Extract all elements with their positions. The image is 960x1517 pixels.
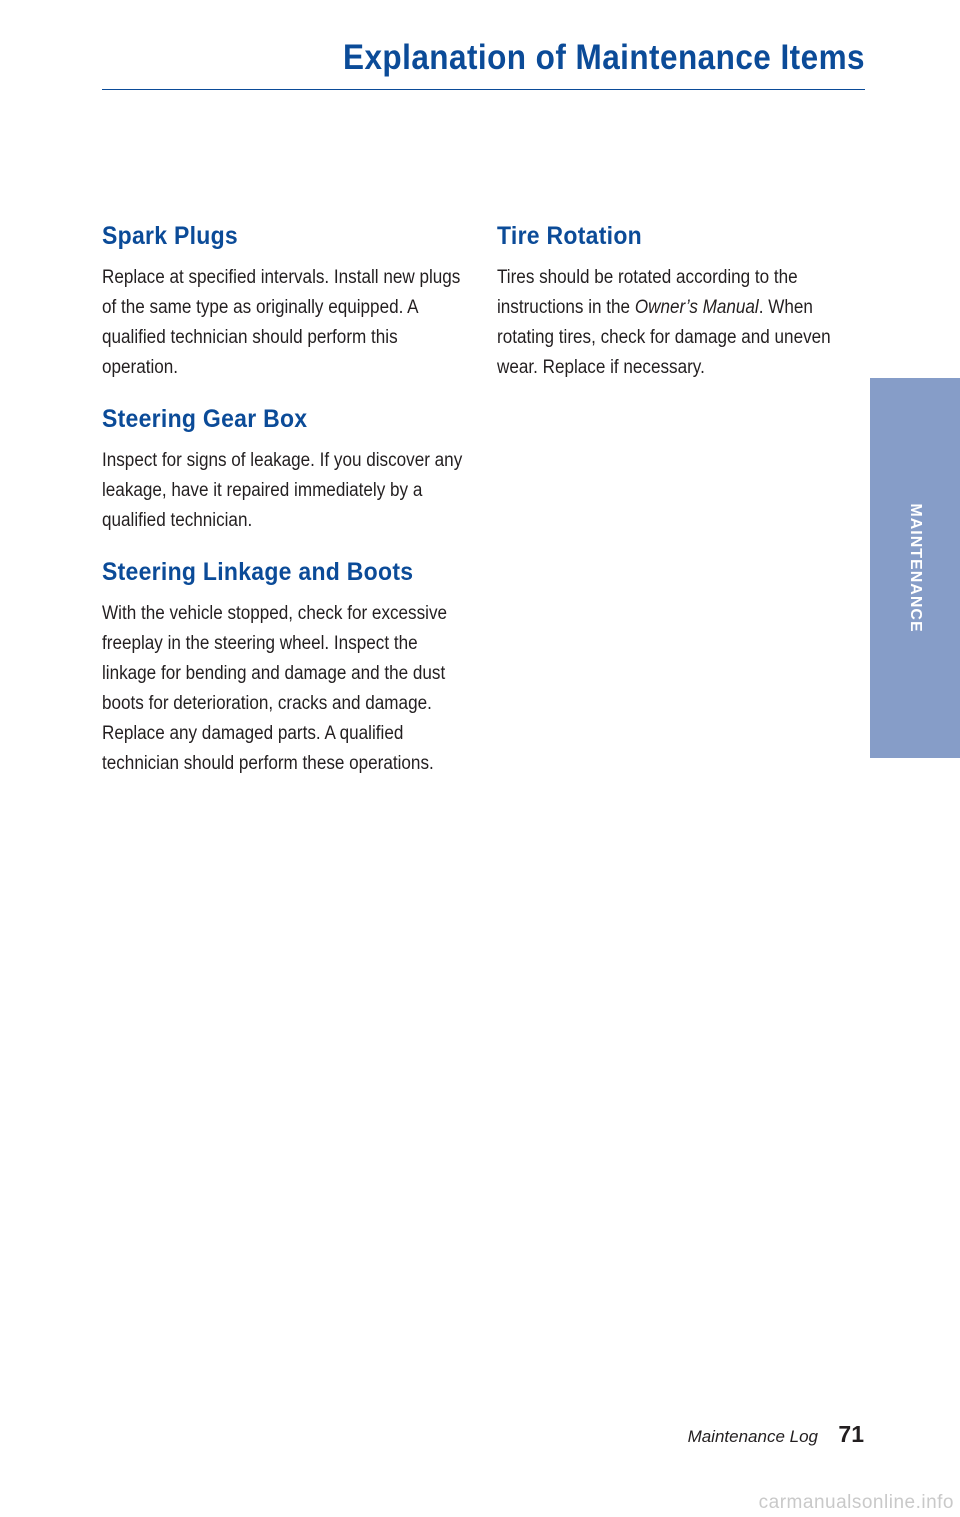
section-body-spark-plugs: Replace at specified intervals. Install new plugs of the same type as originally equipped. A qualified technician should perform this operation.	[102, 267, 461, 378]
section-heading-tire-rotation: Tire Rotation	[497, 222, 643, 250]
tire-rotation-text-before: Tires should be rotated according to the instructions in the	[497, 267, 798, 318]
page-title: Explanation of Maintenance Items	[343, 38, 865, 77]
section-body-tire-rotation	[497, 263, 868, 383]
section-tire-rotation	[497, 222, 867, 383]
owners-manual-reference: Owner’s Manual	[634, 297, 759, 318]
section-body-steering-gear-box: Inspect for signs of leakage. If you discover any leakage, have it repaired immediately by a qualified technician.	[102, 450, 463, 531]
section-heading-steering-gear-box: Steering Gear Box	[102, 405, 308, 433]
right-column	[497, 222, 867, 405]
side-tab-label: MAINTENANCE	[907, 503, 924, 633]
maintenance-side-tab	[870, 378, 960, 758]
section-spark-plugs	[102, 222, 472, 383]
section-heading-steering-linkage: Steering Linkage and Boots	[102, 558, 414, 586]
section-steering-gear-box	[102, 405, 472, 536]
section-steering-linkage	[102, 558, 472, 779]
section-body-steering-linkage: With the vehicle stopped, check for excessive freeplay in the steering wheel. Inspect the linkage for bending and damage and the dust boots for deterioration, cracks and damage. Replace any damaged parts. A qualified technician should perform these operations.	[102, 603, 448, 774]
tire-rotation-text-after: . When rotating tires, check for damage and uneven wear. Replace if necessary.	[497, 297, 831, 378]
page-number: 71	[838, 1421, 864, 1447]
footer-label: Maintenance Log	[687, 1427, 818, 1446]
section-heading-spark-plugs: Spark Plugs	[102, 222, 238, 250]
left-column	[102, 222, 472, 801]
watermark: carmanualsonline.info	[758, 1492, 954, 1513]
title-divider	[102, 89, 865, 90]
